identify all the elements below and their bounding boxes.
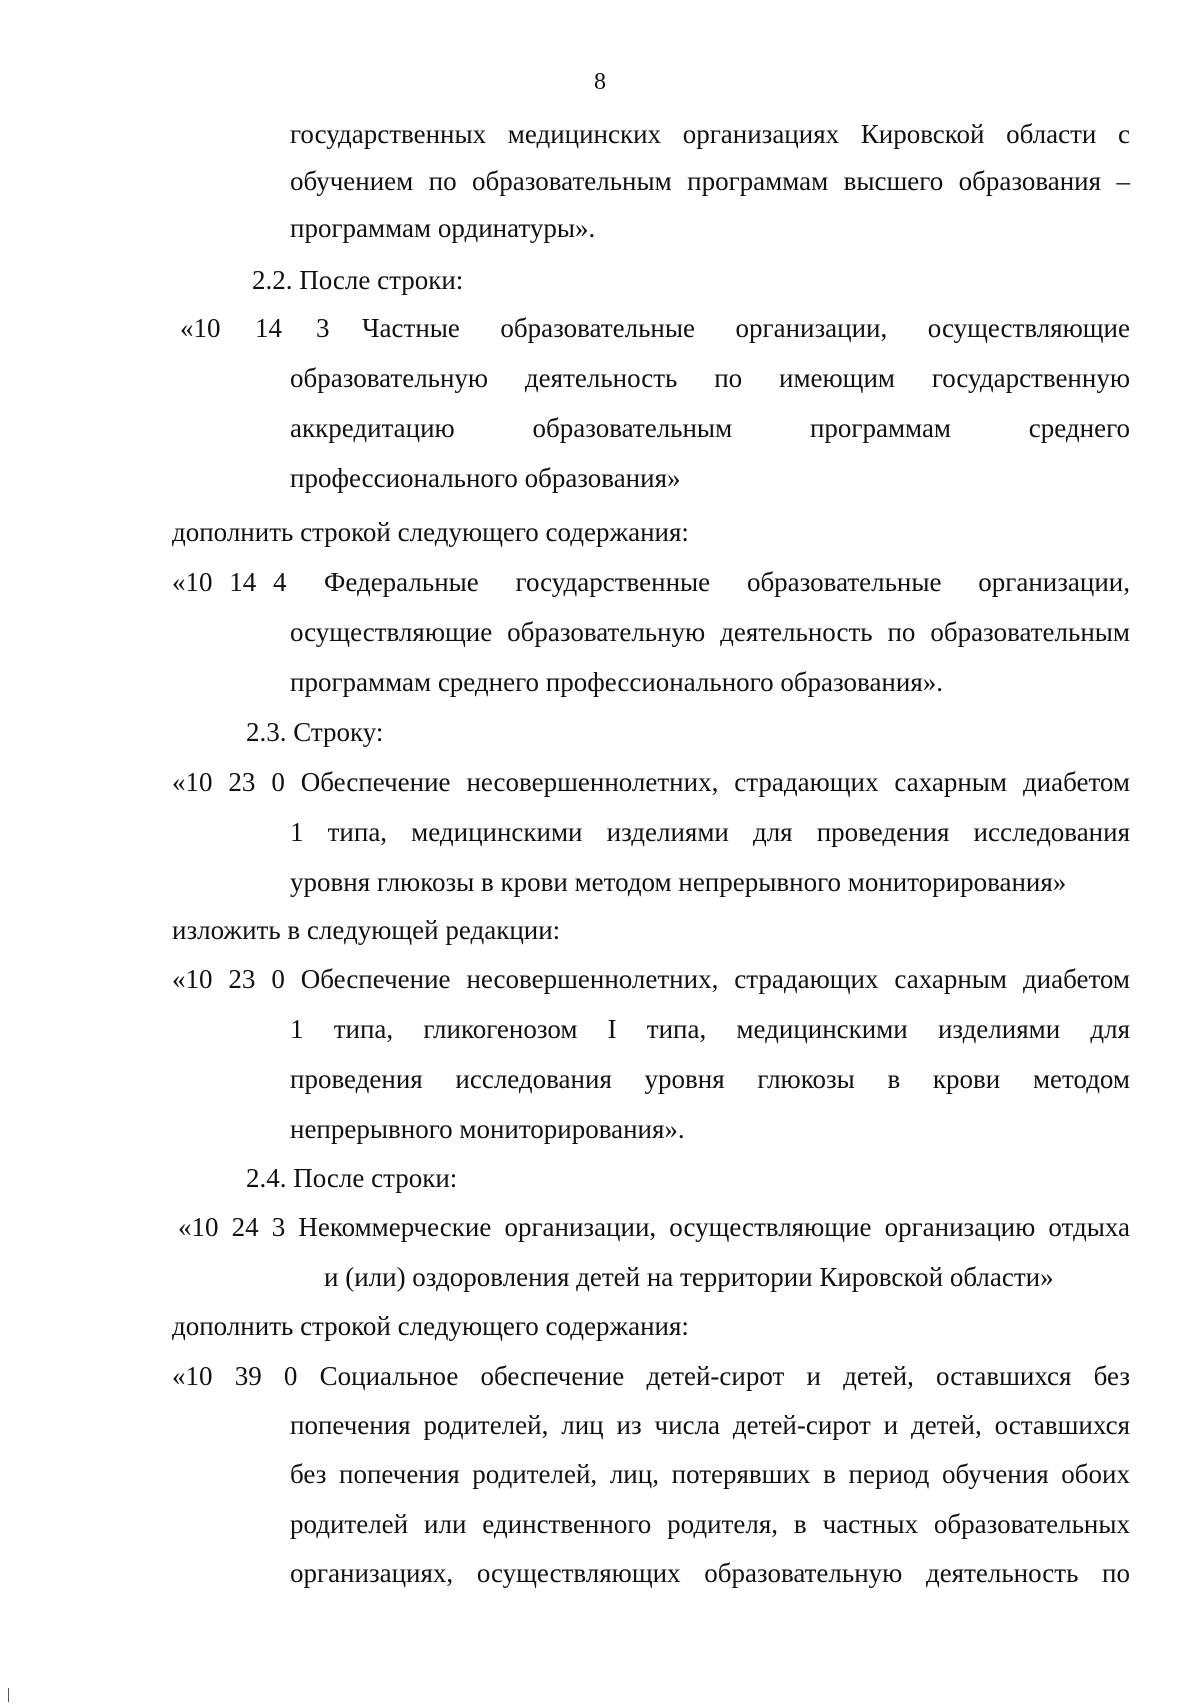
- entry-text-line: непрерывного мониторирования».: [290, 1114, 685, 1144]
- entry-text-line: «10 39 0 Социальное обеспечение детей-сирот и детей, оставшихся без: [172, 1361, 1130, 1391]
- entry-text-line: 1 типа, медицинскими изделиями для проведения исследования: [290, 817, 1130, 847]
- entry-text-line: проведения исследования уровня глюкозы в крови методом: [290, 1064, 1130, 1094]
- entry-text-line: аккредитацию образовательным программам среднего: [290, 413, 1130, 443]
- instruction-line: дополнить строкой следующего содержания:: [172, 1311, 689, 1341]
- entry-text-line: Федеральные государственные образовательные организации,: [324, 567, 1130, 597]
- instruction-line: дополнить строкой следующего содержания:: [172, 517, 689, 547]
- text-line: программам ординатуры».: [290, 213, 596, 243]
- entry-text-line: организациях, осуществляющих образовательную деятельность по: [290, 1558, 1130, 1588]
- section-heading: 2.3. Строку:: [246, 717, 384, 747]
- entry-code-part: «10: [180, 313, 221, 343]
- entry-text-line: образовательную деятельность по имеющим государственную: [290, 363, 1130, 393]
- entry-text-line: Частные образовательные организации, осуществляющие: [362, 313, 1130, 343]
- entry-text-line: осуществляющие образовательную деятельность по образовательным: [290, 617, 1130, 647]
- text-line: государственных медицинских организациях Кировской области с: [290, 119, 1130, 149]
- entry-text-line: без попечения родителей, лиц, потерявших в период обучения обоих: [290, 1459, 1130, 1489]
- instruction-line: изложить в следующей редакции:: [172, 915, 561, 945]
- entry-text-line: попечения родителей, лиц из числа детей-сирот и детей, оставшихся: [290, 1410, 1130, 1440]
- text-line: обучением по образовательным программам высшего образования –: [290, 166, 1130, 196]
- entry-text-line: «10 23 0 Обеспечение несовершеннолетних, страдающих сахарным диабетом: [172, 767, 1130, 797]
- entry-text-line: родителей или единственного родителя, в частных образовательных: [290, 1509, 1130, 1539]
- entry-text-line: уровня глюкозы в крови методом непрерывного мониторирования»: [290, 867, 1067, 897]
- entry-text-line: 1 типа, гликогенозом I типа, медицинскими изделиями для: [290, 1014, 1130, 1044]
- page-number: 8: [594, 69, 606, 95]
- entry-text-line: программам среднего профессионального образования».: [290, 667, 943, 697]
- entry-text-line: профессионального образования»: [290, 463, 681, 493]
- entry-code-part: 3: [316, 313, 330, 343]
- scan-artifact: [8, 1688, 9, 1702]
- entry-text-line: и (или) оздоровления детей на территории Кировской области»: [324, 1262, 1054, 1292]
- section-heading: 2.4. После строки:: [246, 1163, 458, 1193]
- entry-code-part: 14: [255, 313, 282, 343]
- entry-code: «10 14 4: [172, 567, 287, 597]
- section-heading: 2.2. После строки:: [252, 265, 464, 295]
- entry-text-line: «10 24 3 Некоммерческие организации, осуществляющие организацию отдыха: [178, 1212, 1130, 1242]
- entry-text-line: «10 23 0 Обеспечение несовершеннолетних, страдающих сахарным диабетом: [172, 964, 1130, 994]
